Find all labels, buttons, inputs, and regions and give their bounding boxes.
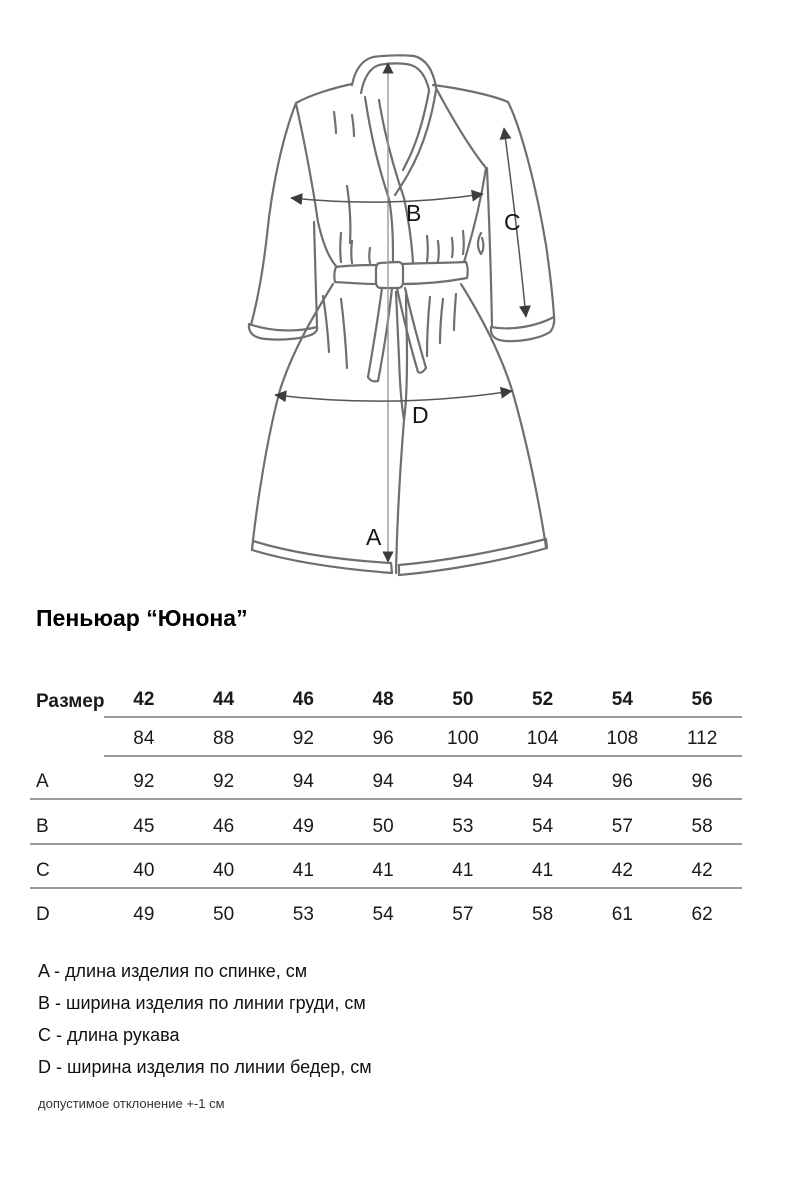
size-header-cell: 42 bbox=[104, 683, 184, 718]
measure-a-label: A bbox=[366, 524, 382, 550]
value-cell: 88 bbox=[184, 718, 264, 757]
measurements bbox=[275, 63, 526, 562]
value-cell: 61 bbox=[611, 904, 633, 925]
value-cell: 58 bbox=[691, 816, 713, 837]
value-cell: 41 bbox=[292, 860, 314, 881]
legend-item-b: B - ширина изделия по линии груди, см bbox=[38, 993, 366, 1013]
value-cell: 57 bbox=[452, 904, 474, 925]
value-cell: 92 bbox=[213, 771, 235, 792]
value-cell: 46 bbox=[213, 816, 235, 837]
value-cell: 40 bbox=[213, 860, 235, 881]
value-cell: 104 bbox=[503, 718, 583, 757]
legend bbox=[38, 961, 372, 1089]
value-cell: 50 bbox=[372, 816, 394, 837]
value-cell: 41 bbox=[532, 860, 554, 881]
value-cell: 96 bbox=[691, 771, 713, 792]
value-cell: 54 bbox=[532, 816, 554, 837]
row-label bbox=[30, 718, 104, 757]
size-header-cell: 44 bbox=[184, 683, 264, 718]
size-header-cell: 48 bbox=[343, 683, 423, 718]
value-cell: 62 bbox=[691, 904, 713, 925]
table-header-row bbox=[30, 683, 742, 718]
value-cell: 58 bbox=[532, 904, 554, 925]
size-header-cell: 46 bbox=[264, 683, 344, 718]
measure-b-label: B bbox=[406, 200, 422, 226]
measure-d-label: D bbox=[412, 402, 429, 428]
table-row bbox=[30, 757, 742, 800]
value-cell: 40 bbox=[133, 860, 155, 881]
measure-d-arrow bbox=[275, 391, 512, 401]
legend-item-d: D - ширина изделия по линии бедер, см bbox=[38, 1057, 372, 1077]
value-cell: 50 bbox=[213, 904, 235, 925]
row-label: D bbox=[36, 904, 50, 925]
value-cell: 42 bbox=[611, 860, 633, 881]
size-header-cell: 56 bbox=[662, 683, 742, 718]
measure-c-label: C bbox=[504, 209, 521, 235]
row-label: C bbox=[36, 860, 50, 881]
value-cell: 84 bbox=[104, 718, 184, 757]
value-cell: 94 bbox=[292, 771, 314, 792]
legend-item-a: A - длина изделия по спинке, см bbox=[38, 961, 308, 981]
value-cell: 112 bbox=[662, 718, 742, 757]
row-label: B bbox=[36, 816, 49, 837]
value-cell: 96 bbox=[611, 771, 633, 792]
belt-knot bbox=[376, 262, 403, 288]
value-cell: 96 bbox=[343, 718, 423, 757]
table-row bbox=[30, 845, 742, 889]
size-header-cell: 52 bbox=[503, 683, 583, 718]
value-cell: 94 bbox=[372, 771, 394, 792]
size-header-cell: 54 bbox=[583, 683, 663, 718]
value-cell: 92 bbox=[264, 718, 344, 757]
value-cell: 53 bbox=[452, 816, 474, 837]
value-cell: 54 bbox=[372, 904, 394, 925]
size-table bbox=[30, 683, 742, 931]
value-cell: 94 bbox=[452, 771, 474, 792]
value-cell: 45 bbox=[133, 816, 155, 837]
robe-sketch bbox=[249, 55, 554, 575]
value-cell: 57 bbox=[611, 816, 633, 837]
value-cell: 108 bbox=[583, 718, 663, 757]
page-title: Пеньюар “Юнона” bbox=[36, 605, 248, 631]
value-cell: 49 bbox=[292, 816, 314, 837]
value-cell: 100 bbox=[423, 718, 503, 757]
value-cell: 92 bbox=[133, 771, 155, 792]
wrinkles bbox=[323, 112, 483, 368]
value-cell: 49 bbox=[133, 904, 155, 925]
value-cell: 42 bbox=[691, 860, 713, 881]
table-row bbox=[30, 889, 742, 931]
value-cell: 94 bbox=[532, 771, 554, 792]
size-header-cell: 50 bbox=[423, 683, 503, 718]
header-label: Размер bbox=[36, 691, 105, 712]
row-label: A bbox=[36, 771, 49, 792]
value-cell: 41 bbox=[452, 860, 474, 881]
collar-lapels bbox=[352, 55, 436, 263]
table-row bbox=[30, 800, 742, 845]
table-row bbox=[30, 718, 742, 757]
value-cell: 41 bbox=[372, 860, 394, 881]
value-cell: 53 bbox=[292, 904, 314, 925]
tolerance-note: допустимое отклонение +-1 см bbox=[38, 1096, 225, 1111]
legend-item-c: C - длина рукава bbox=[38, 1025, 180, 1045]
